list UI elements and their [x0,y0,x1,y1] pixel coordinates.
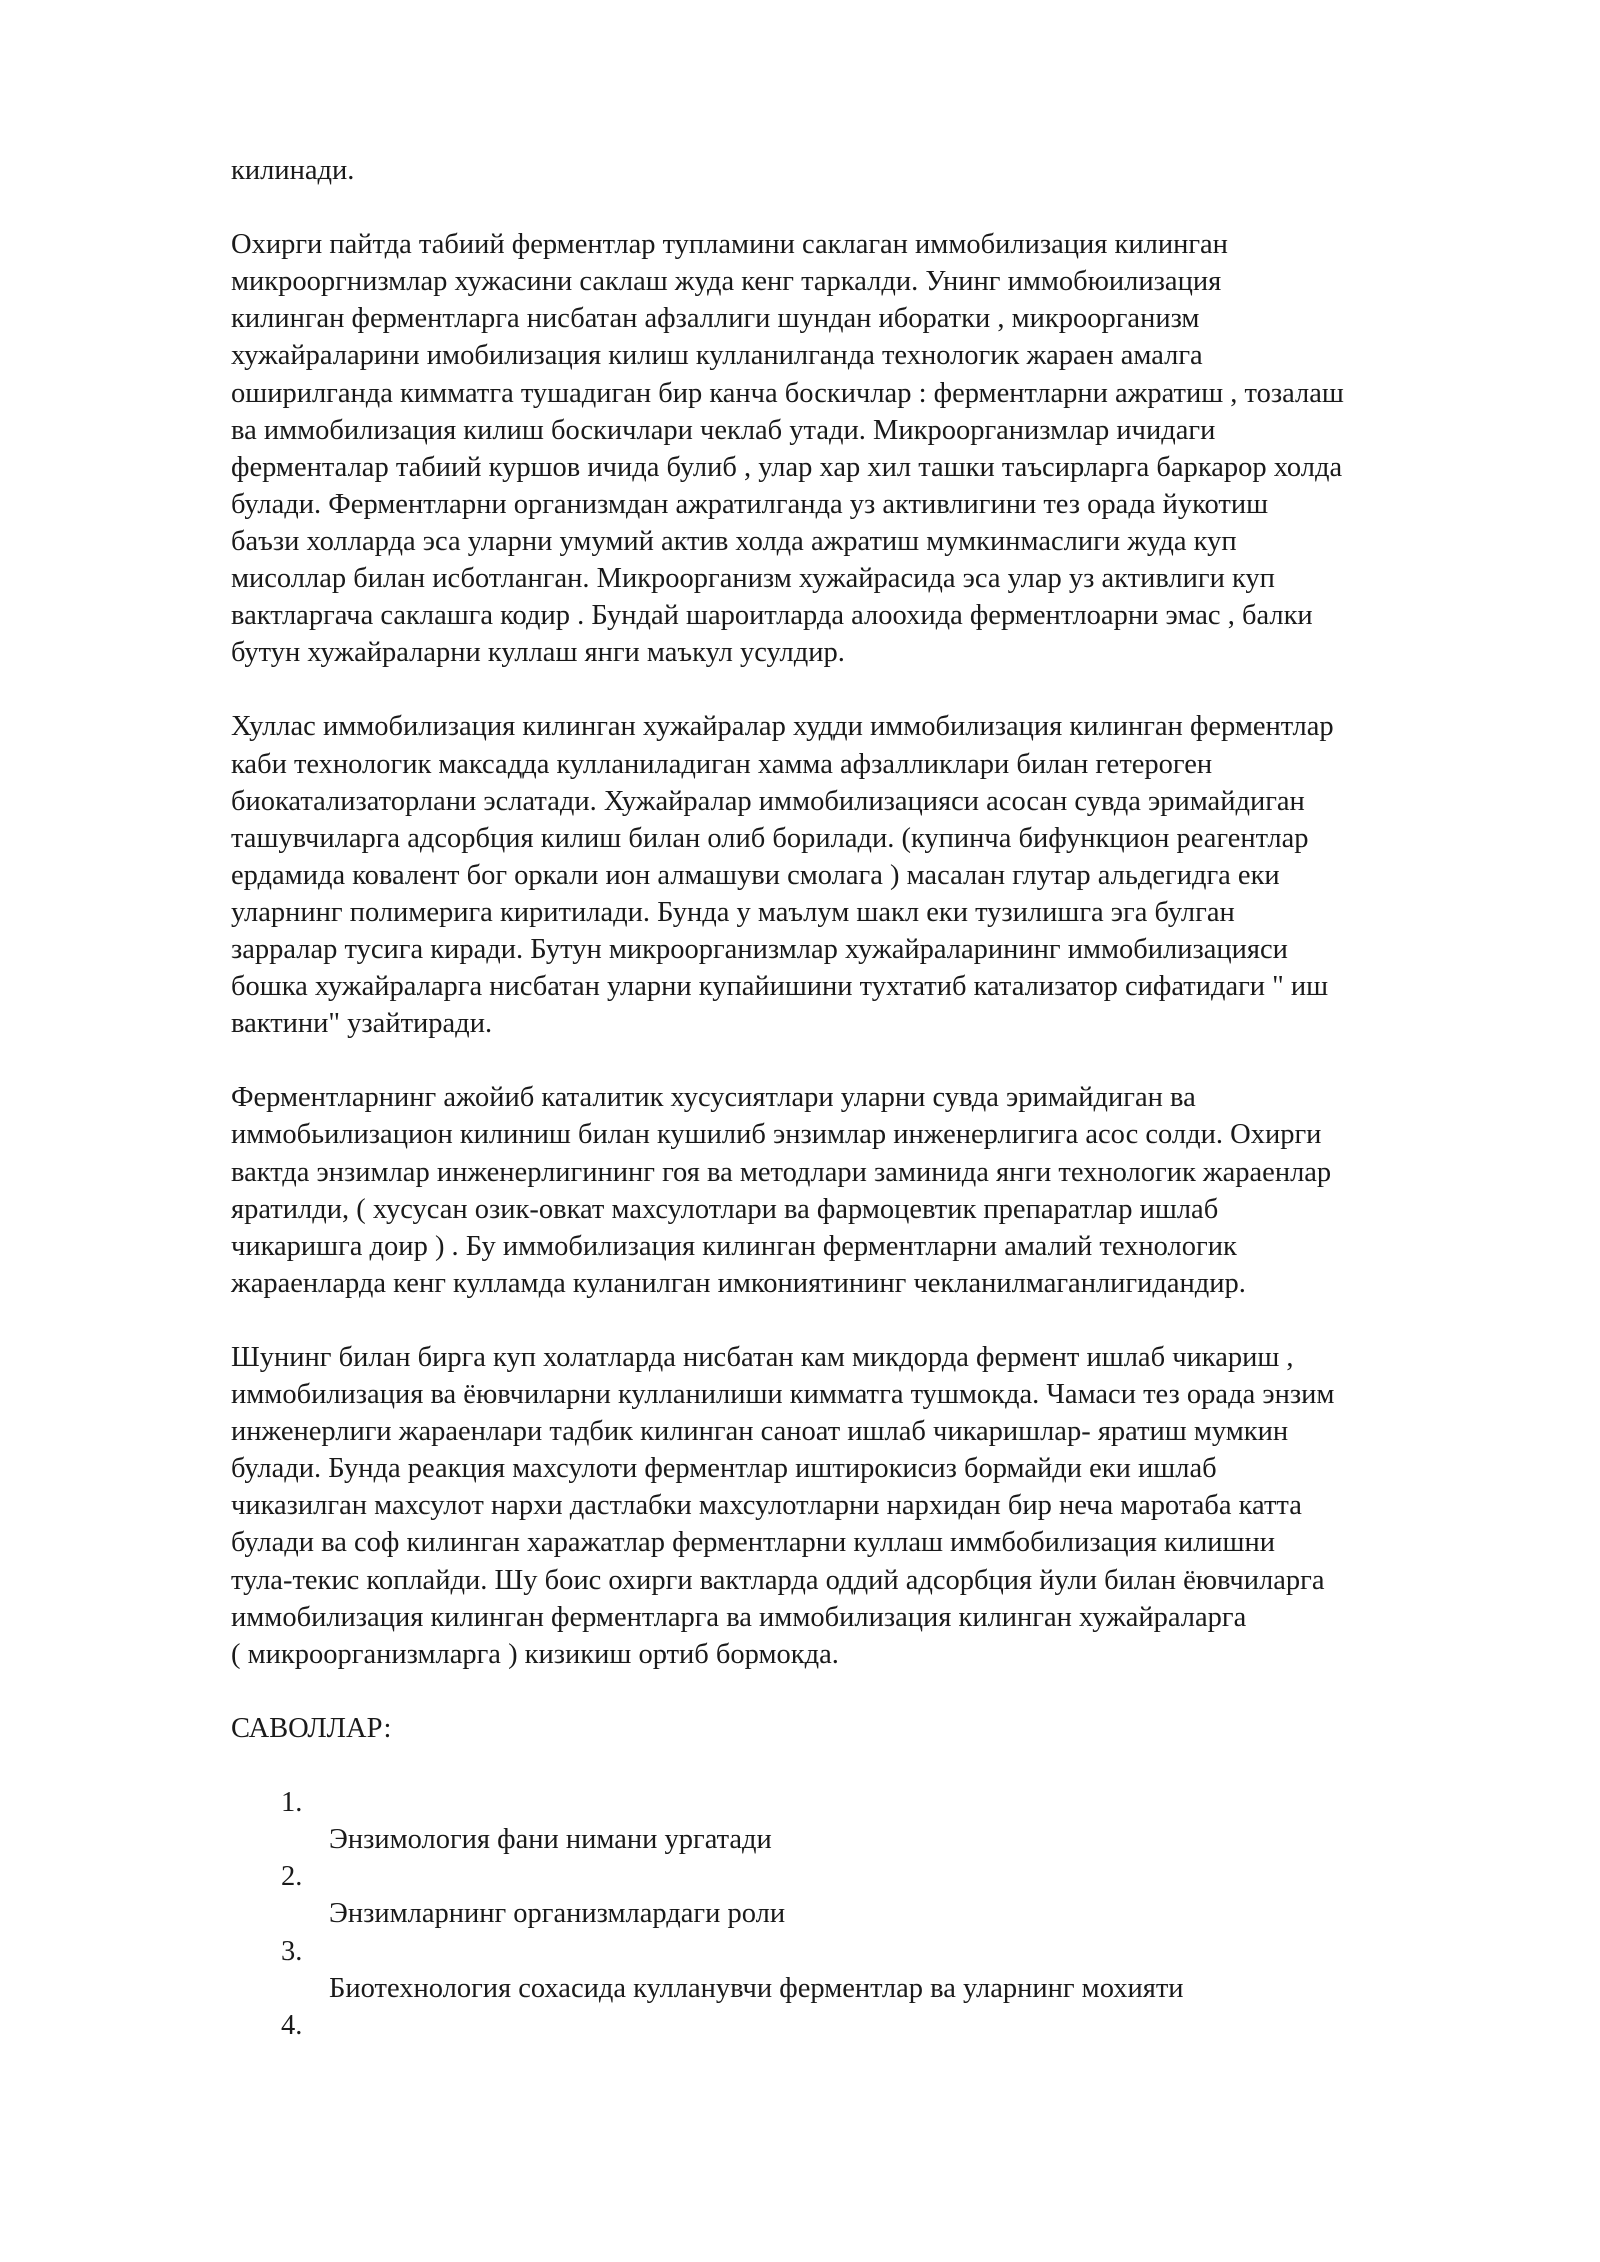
question-text: Биотехнология сохасида кулланувчи ферментлар ва уларнинг мохияти [329,1972,1184,2004]
question-item [231,1858,1521,1932]
paragraph-1: Охирги пайтда табиий ферментлар тупламини саклаган иммобилизация килинган микрооргнизмлар хужасини саклаш жуда кенг таркалди. Унинг иммобюилизация килинган ферментларга нисбатан афзаллиги шундан иборатки , микроорганизм хужайраларини имобилизация килиш кулланилганда технологик жараен амалга оширилганда кимматга тушадиган бир канча боскичлар : ферментларни ажратиш , тозалаш ва иммобилизация килиш боскичлари чеклаб утади. Микроорганизмлар ичидаги ферменталар табиий куршов ичида булиб , улар хар хил ташки таъсирларга баркарор холда булади. Ферментларни организмдан ажратилганда уз активлигини тез орада йукотиш баъзи холларда эса уларни умумий актив холда ажратиш мумкинмаслиги жуда куп мисоллар билан исботланган. Микроорганизм хужайрасида эса улар уз активлиги куп вактларгача саклашга кодир . Бундай шароитларда алоохида ферментлоарни эмас , балки бутун хужайраларни куллаш янги маъкул усулдир. [231,229,1344,669]
question-number: 2. [281,1861,303,1893]
question-number: 4. [281,2009,303,2041]
paragraph-3: Ферментларнинг ажойиб каталитик хусусиятлари уларни сувда эримайдиган ва иммобьилизацион килиниш билан кушилиб энзимлар инженерлигига асос солди. Охирги вактда энзимлар инженерлигининг гоя ва методлари заминида янги технологик жараенлар яратилди, ( хусусан озик-овкат махсулотлари ва фармоцевтик препаратлар ишлаб чикаришга доир ) . Бу иммобилизация килинган ферментларни амалий технологик жараенларда кенг кулламда куланилган имкониятининг чекланилмаганлигидандир. [231,1082,1332,1299]
paragraph-2: Хуллас иммобилизация килинган хужайралар худди иммобилизация килинган ферментлар каби технологик максадда кулланиладиган хамма афзалликлари билан гетероген биокатализаторлани эслатади. Хужайралар иммобилизацияси асосан сувда эримайдиган ташувчиларга адсорбция килиш билан олиб борилади. (купинча бифункцион реагентлар ердамида ковалент бог оркали ион алмашуви смолага ) масалан глутар альдегидга еки уларнинг полимерига киритилади. Бунда у маълум шакл еки тузилишга эга булган зарралар тусига киради. Бутун микроорганизмлар хужайраларининг иммобилизацияси бошка хужайраларга нисбатан уларни купайишини тухтатиб катализатор сифатидаги " иш вактини" узайтиради. [231,711,1334,1040]
questions-list [231,1784,1521,2044]
paragraph-4: Шунинг билан бирга куп холатларда нисбатан кам микдорда фермент ишлаб чикариш , иммобилизация ва ёювчиларни кулланилиши кимматга тушмокда. Чамаси тез орада энзим инженерлиги жараенлари тадбик килинган саноат ишлаб чикаришлар- яратиш мумкин булади. Бунда реакция махсулоти ферментлар иштирокисиз бормайди еки ишлаб чиказилган махсулот нархи дастлабки махсулотларни нархидан бир неча маротаба катта булади ва соф килинган харажатлар ферментларни куллаш иммбобилизация килишни тула-текис коплайди. Шу боис охирги вактларда оддий адсорбция йули билан ёювчиларга иммобилизация килинган ферментларга ва иммобилизация килинган хужайраларга ( микроорганизмларга ) кизикиш ортиб бормокда. [231,1342,1335,1670]
question-item [231,1933,1521,2007]
intro-line: килинади. [231,155,355,186]
document-page [231,152,1521,2044]
question-number: 3. [281,1935,303,1967]
question-number: 1. [281,1787,303,1819]
question-text: Энзимларнинг организмлардаги роли [329,1898,786,1930]
questions-heading: САВОЛЛАР: [231,1712,392,1744]
question-text: Энзимология фани нимани ургатади [329,1824,772,1856]
question-item [231,1784,1521,1858]
question-item [231,2007,1521,2044]
